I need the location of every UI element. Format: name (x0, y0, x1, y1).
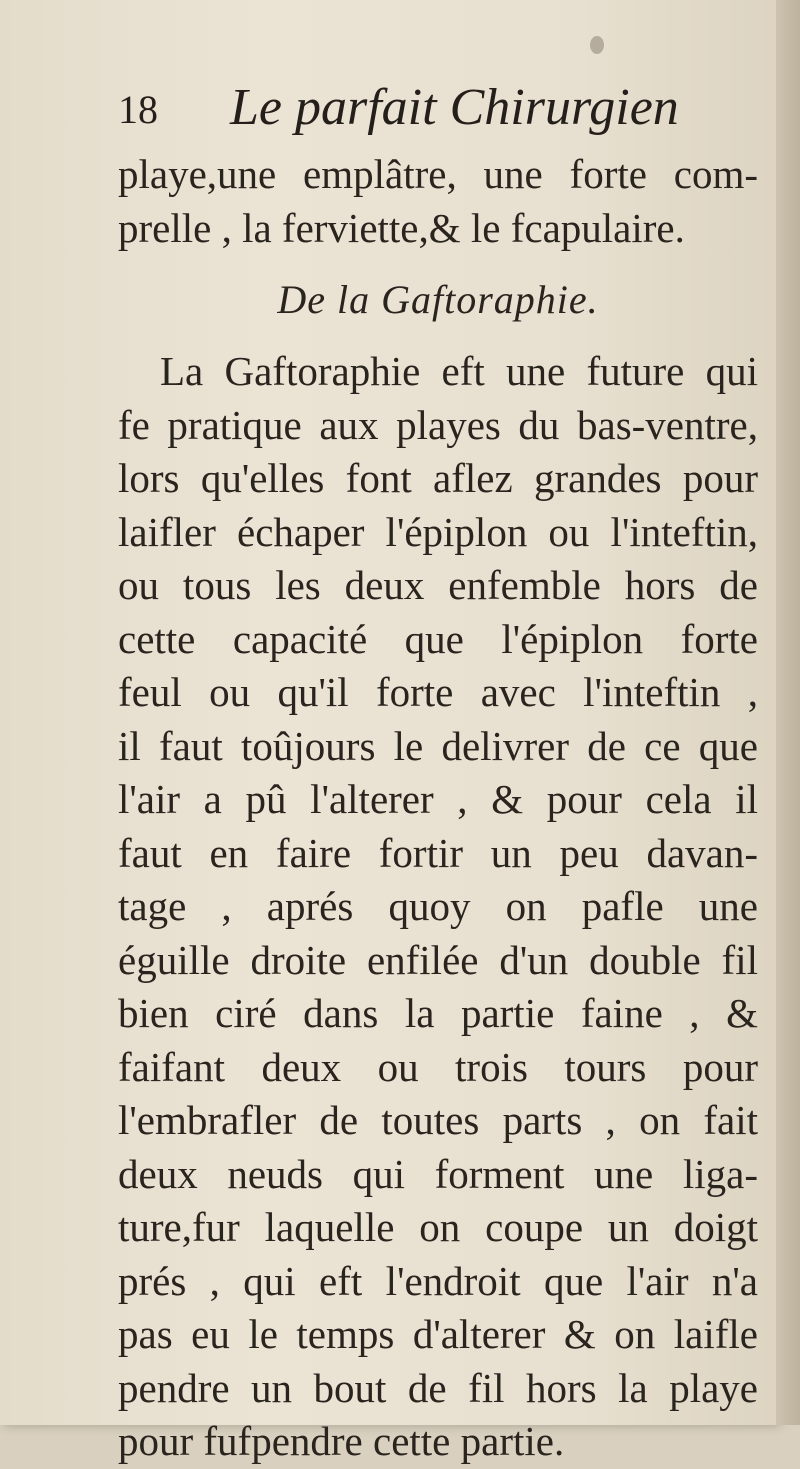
text-line: prés , qui eft l'endroit que l'air n'a (118, 1257, 758, 1304)
text-line: feul ou qu'il forte avec l'inteftin , (118, 669, 758, 715)
text-line: playe,une emplâtre, une forte com- (118, 151, 758, 197)
text-line: l'air a pû l'alterer , & pour cela il (118, 776, 758, 822)
running-head: Le parfait Chirurgien (230, 79, 679, 136)
text-line: tage , aprés quoy on pafle une (118, 883, 758, 929)
page-edge (776, 0, 800, 1425)
text-line: laifler échaper l'épiplon ou l'inteftin, (118, 508, 758, 555)
text-line: ture,fur laquelle on coupe un doigt (118, 1204, 758, 1250)
text-line: La Gaftoraphie eft une future qui (160, 348, 758, 394)
text-line: faifant deux ou trois tours pour (118, 1043, 758, 1090)
text-line: deux neuds qui forment une liga- (118, 1150, 758, 1197)
text-line: fe pratique aux playes du bas-ventre, (118, 401, 758, 448)
page-header (118, 78, 678, 148)
text-line: bien ciré dans la partie faine , & (118, 990, 758, 1036)
text-line: pendre un bout de fil hors la playe (118, 1364, 758, 1411)
text-line: pour fufpendre cette partie. (118, 1418, 565, 1464)
text-line: ou tous les deux enfemble hors de (118, 562, 758, 608)
page-body (118, 148, 758, 1469)
text-line: l'embrafler de toutes parts , on fait (118, 1097, 758, 1143)
text-line: éguille droite enfilée d'un double fil (118, 936, 758, 983)
section-title: De la Gaftoraphie. (277, 277, 599, 322)
ink-blot (590, 36, 604, 54)
text-line: lors qu'elles font aflez grandes pour (118, 455, 758, 501)
text-line: faut en faire fortir un peu davan- (118, 829, 758, 876)
page-number: 18 (118, 87, 158, 132)
text-line: il faut toûjours le delivrer de ce que (118, 722, 758, 769)
text-line: prelle , la ferviette,& le fcapulaire. (118, 204, 685, 251)
text-line: cette capacité que l'épiplon forte (118, 615, 758, 662)
text-line: pas eu le temps d'alterer & on laifle (118, 1311, 758, 1357)
